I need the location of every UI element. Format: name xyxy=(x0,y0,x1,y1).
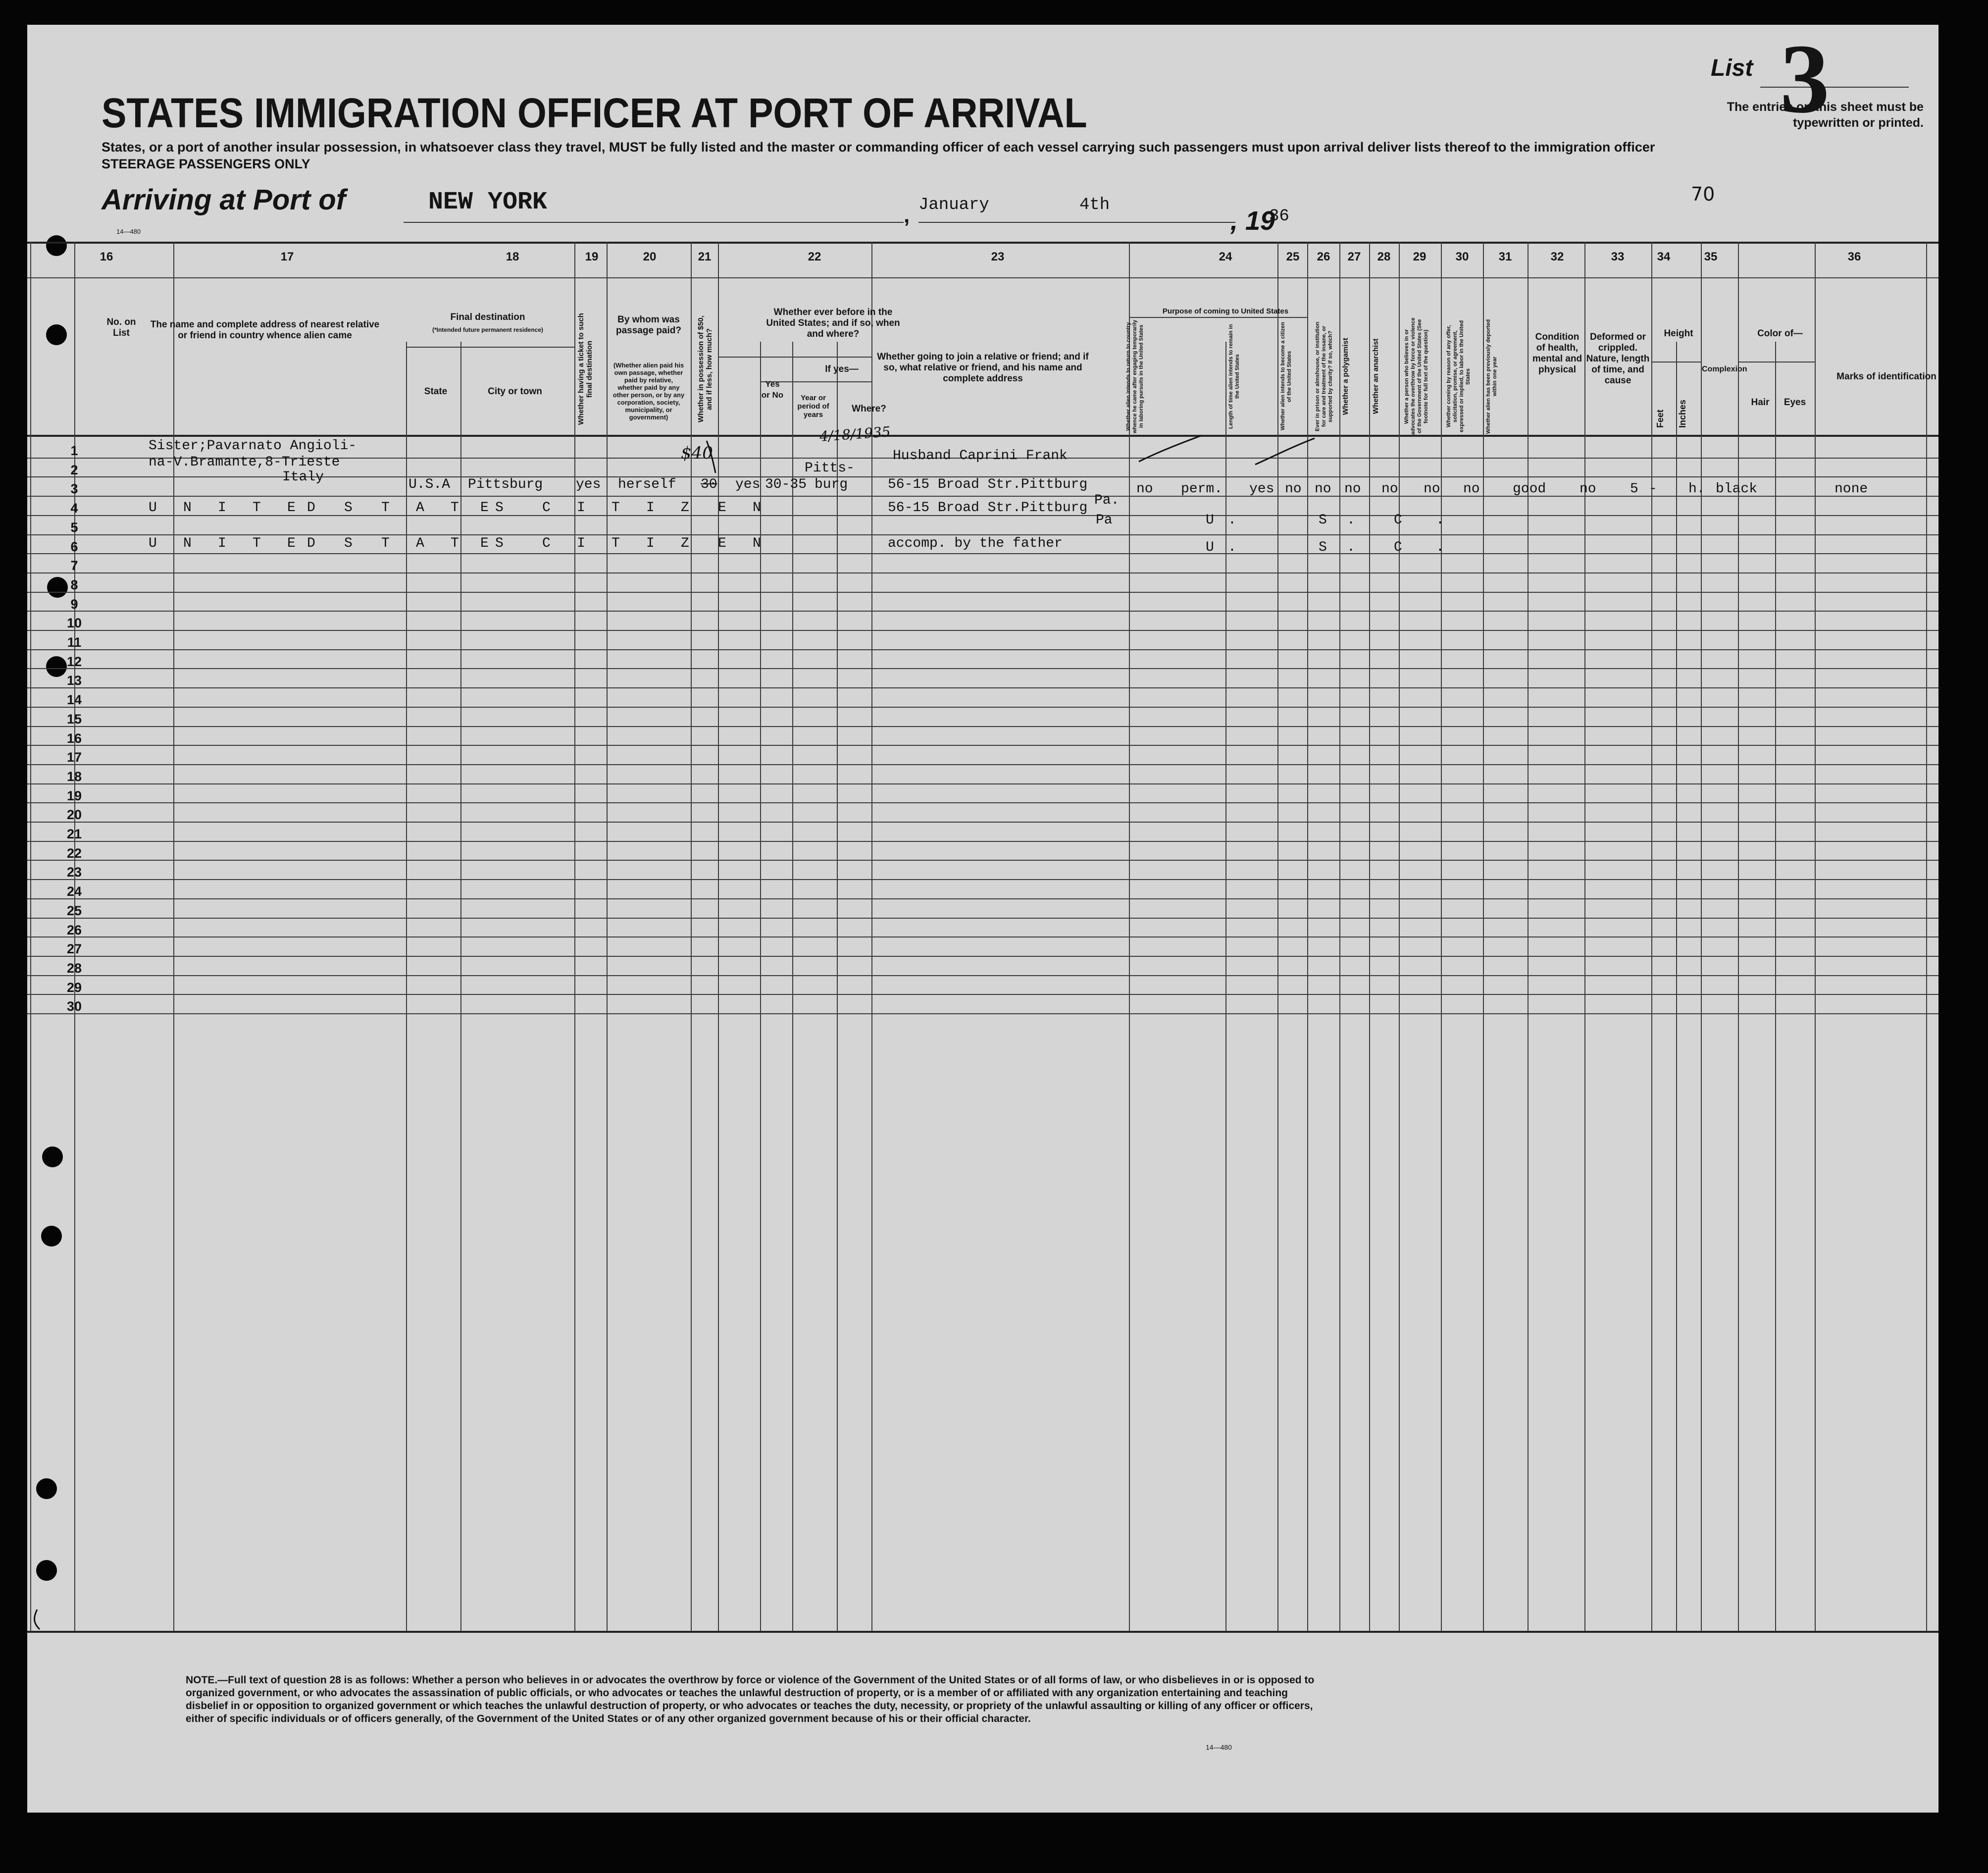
usc-code: C xyxy=(1394,540,1402,555)
usc-code: C xyxy=(1394,513,1402,528)
r1-length: perm. xyxy=(1181,481,1223,497)
col24-header: Purpose of coming to United States xyxy=(1162,307,1289,315)
column-number: 25 xyxy=(1286,250,1300,263)
column-number: 31 xyxy=(1498,250,1512,263)
r1-polygamist: no xyxy=(1315,481,1331,497)
citizen-letter: T xyxy=(451,500,459,516)
column-number: 32 xyxy=(1550,250,1564,263)
column-number: 17 xyxy=(280,250,294,263)
list-label: List xyxy=(1711,55,1753,81)
col20-header: By whom was passage paid? xyxy=(616,314,681,336)
col20-subheader: (Whether alien paid his own passage, whether paid by relative, whether paid by any other person, or by any corporation, society, municipality, or government) xyxy=(612,362,685,421)
citizen-letter: S xyxy=(495,536,504,551)
r2-join-line1: 56-15 Broad Str.Pittburg xyxy=(888,500,1088,516)
column-number: 29 xyxy=(1413,250,1427,263)
row-number: 17 xyxy=(66,750,82,765)
row-number: 25 xyxy=(66,903,82,918)
column-number: 26 xyxy=(1317,250,1330,263)
column-number: 34 xyxy=(1657,250,1671,263)
citizen-letter: E xyxy=(480,536,489,551)
col36-header: Marks of identification xyxy=(1836,371,1937,382)
col18-header: Final destination xyxy=(450,312,525,322)
row-number: 20 xyxy=(66,807,82,823)
arriving-label: Arriving at Port of xyxy=(102,184,346,216)
col33-header: Height xyxy=(1664,328,1693,339)
page-number: 70 xyxy=(1691,183,1715,205)
row-number: 24 xyxy=(66,884,82,899)
citizen-letter: N xyxy=(753,500,761,516)
row-number: 21 xyxy=(66,827,82,841)
row-number: 29 xyxy=(66,980,82,995)
handwritten-marks xyxy=(27,25,1938,1813)
row-number: 6 xyxy=(70,539,78,554)
col29-header: Whether coming by reason of any offer, solicitation, promise, or agreement, expressed or implied, to labor in the United States xyxy=(1446,320,1471,433)
row-number: 15 xyxy=(66,711,82,727)
r1-state: U.S.A xyxy=(408,477,451,492)
citizen-letter: S xyxy=(344,500,353,516)
citizen-letter: U xyxy=(149,500,157,516)
subtitle-line: States, or a port of another insular possession, in whatsoever class they travel, MUST be fully listed and the master or commanding officer of each vessel carrying such passengers must upon arrival deliver lists thereof to the immigration officer xyxy=(102,140,1655,155)
row-number: 3 xyxy=(70,481,78,497)
r1-marks: none xyxy=(1835,481,1868,497)
citizen-letter: I xyxy=(646,500,655,516)
citizen-letter: C xyxy=(542,500,551,516)
list-number: 3 xyxy=(1780,24,1830,134)
usc-code: U xyxy=(1206,540,1214,555)
r1-paid-by: herself xyxy=(618,477,676,492)
citizen-letter: U xyxy=(149,536,157,551)
row-number: 8 xyxy=(70,577,78,592)
r1-ticket: yes xyxy=(576,477,601,492)
r1-relative-line1: Sister;Pavarnato Angioli- xyxy=(149,438,357,454)
row-number: 4 xyxy=(70,501,78,516)
r1-join-line1: Husband Caprini Frank xyxy=(893,448,1068,464)
col34-header: Complexion xyxy=(1702,365,1747,373)
row-number: 9 xyxy=(70,596,78,612)
col26-header: Whether a polygamist xyxy=(1341,338,1350,415)
r1-money: 30 xyxy=(701,477,717,492)
r1-citizen: yes xyxy=(1249,481,1274,497)
row-number: 23 xyxy=(66,865,82,880)
citizen-letter: E xyxy=(287,500,296,516)
col35-header: Color of— xyxy=(1757,328,1803,339)
r3-join-line1: accomp. by the father xyxy=(888,536,1063,551)
usc-code: U xyxy=(1206,513,1214,528)
column-number: 18 xyxy=(506,250,519,263)
r2-join-line2: Pa xyxy=(1096,513,1113,528)
row-number: 1 xyxy=(70,443,78,458)
r1-feet: 5 xyxy=(1630,481,1638,497)
citizen-letter: Z xyxy=(681,500,689,516)
row-number: 26 xyxy=(66,922,82,937)
manifest-sheet: STATES IMMIGRATION OFFICER AT PORT OF ARRIVAL States, or a port of another insular possession, in whatsoever class they travel, MUST be fully listed and the master or commanding officer of each vessel carrying such passengers must upon arrival deliver lists thereof to the immigration officer STEERAGE PASSENGERS ONLY List 3 The entries on this sheet must be typewritten or printed. Arriving at Port of NEW YORK , January 4th , 19 36 70 14—480 16 17 18 19 20 21 22 23 24 25 26 27 28 29 30 31 32 33 34 35 36 No. on List The name and complete address of nearest relative or friend in country whence alien came Final destination (*Intended future permanent residence) State City or town Whether having a ticket to such final destination By whom was passage paid? (Whether alien paid his own passage, whether paid by relative, whether paid by any other person, or by any corporation, society, municipality, or government) Whether in possession of $50, and if less, how much? Whether ever before in the United States; and if so, when and where? If yes— Yes or No Year or period of years Where? Whether going to join a relative or friend; and if so, what relative or friend, and his name and complete address Purpose of coming to United States Whether alien intends to return to country whence he came after engaging temporarily in laboring pursuits in the United States Length of time alien intends to remain in the United States Whether alien intends to become a citizen of the United States Ever in prison or almshouse, or institution for care and treatment of the insane, or supported by charity? If so, which? Whether a polygamist Whether an anarchist Whether a person who believes in or advocates the overthrow by force or violence of the Government of the United States (See footnote for full text of the question) Whether coming by reason of any offer, solicitation, promise, or agreement, expressed or implied, to labor in the United States Whether alien has been previously deported within one year Condition of health, mental and physical Deformed or crippled. Nature, length of time, and cause Height Feet Inches Complexion Color of— Hair Eyes Marks of identification 1 2 3 4 5 6 7 8 9 10 11 12 13 14 15 16 17 18 19 20 21 22 23 24 25 26 27 28 29 30 Sister;Pavarnato Angioli- na-V.Bramante,8-Trieste Italy U.S.A Pittsburg yes herself 30 $40 yes 30-35 Pitts- burg 4/18/1935 Husband Caprini Frank 56-15 Broad Str.Pittburg Pa. no perm. yes no no no no no no good no 5 - h. black none U N I T E D S T A T E S C I T I Z E N 56-15 Broad Str.Pittburg Pa U . S . C . U N I T E D S T A T E S C I T I Z E N accomp. by the father U . S . C . NOTE.—Full text of question 28 is as follows: Whether a person who believes in or advocates the overthrow by force or violence of the Government of the United States or of all forms of law, or who disbelieves in or is opposed to organized government, or who advocates the assassination of public officials, or who advocates or teaches the unlawful destruction of property, or is a member of or affiliated with any organization entertaining and teaching disbelief in or opposition to organized government or which teaches the unlawful destruction of property, or who advocates or teaches the duty, necessity, or propriety of the unlawful assaulting or killing of any officer or officers, either of specific individuals or of officers generally, of the Government of the United States or of any other organized government because of his or their official character. 14—480 xyxy=(27,25,1938,1813)
col18-subheader: (*Intended future permanent residence) xyxy=(432,326,544,333)
form-code: 14—480 xyxy=(116,228,141,235)
citizen-letter: E xyxy=(718,536,726,551)
citizen-letter: T xyxy=(612,536,620,551)
row-number: 14 xyxy=(66,692,82,708)
footnote: NOTE.—Full text of question 28 is as follows: Whether a person who believes in or advocates the overthrow by force or violence of the Government of the United States or of all forms of law, or who disbelieves in or is opposed to organized government, or who advocates the assassination of public officials, or who advocates or teaches the unlawful destruction of property, or is a member of or affiliated with any organization entertaining and teaching disbelief in or opposition to organized government or which teaches the unlawful destruction of property, or who advocates or teaches the duty, necessity, or propriety of the unlawful assaulting or killing of any officer or officers, either of specific individuals or of officers generally, of the Government of the United States or of any other organized government because of his or their official character. xyxy=(186,1674,1315,1724)
col23-header: Whether going to join a relative or friend; and if so, what relative or friend, and his name and complete address xyxy=(877,352,1089,384)
r1-relative-line2: na-V.Bramante,8-Trieste xyxy=(149,455,340,470)
footnote-code: 14—480 xyxy=(1206,1743,1232,1751)
citizen-letter: S xyxy=(344,536,353,551)
citizen-letter: Z xyxy=(681,536,689,551)
citizen-letter: A xyxy=(416,500,424,516)
col16-header: No. on List xyxy=(106,317,136,338)
citizen-letter: D xyxy=(307,536,315,551)
citizen-letter: T xyxy=(253,536,261,551)
citizen-letter: T xyxy=(381,500,390,516)
citizen-letter: E xyxy=(287,536,296,551)
citizen-letter: T xyxy=(451,536,459,551)
col18-city: City or town xyxy=(488,386,542,397)
r1-inches: - xyxy=(1649,481,1657,497)
col24b-header: Length of time alien intends to remain in the United States xyxy=(1228,324,1240,429)
column-number: 33 xyxy=(1611,250,1625,263)
year-prefix: , 19 xyxy=(1230,206,1275,236)
usc-code: . xyxy=(1228,513,1236,528)
row-number: 27 xyxy=(66,941,82,957)
r1-before-where2: burg xyxy=(815,477,848,492)
column-number: 16 xyxy=(100,250,113,263)
row-number: 13 xyxy=(66,673,82,688)
column-number: 20 xyxy=(643,250,657,263)
col28-header: Whether a person who believes in or advocates the overthrow by force or violence of the Government of the United States (See footnote for full text of the question) xyxy=(1404,317,1429,435)
citizen-letter: N xyxy=(183,500,192,516)
row-number: 10 xyxy=(66,616,82,631)
r1-hair: black xyxy=(1716,481,1758,497)
usc-code: . xyxy=(1228,540,1236,555)
col35-eyes: Eyes xyxy=(1784,397,1806,408)
r1-overthrow: no xyxy=(1381,481,1398,497)
row-number: 28 xyxy=(66,960,82,976)
row-number: 30 xyxy=(66,999,82,1014)
date-month: January xyxy=(918,196,989,214)
r1-complexion: h. xyxy=(1688,481,1705,497)
r1-offer: no xyxy=(1424,481,1440,497)
usc-code: . xyxy=(1347,540,1355,555)
citizen-letter: D xyxy=(307,500,315,516)
column-number: 28 xyxy=(1377,250,1391,263)
usc-code: S xyxy=(1319,513,1327,528)
column-number: 24 xyxy=(1219,250,1232,263)
usc-code: . xyxy=(1436,513,1444,528)
col22-header: Whether ever before in the United States; and if so, when and where? xyxy=(766,307,900,339)
r1-before-yes: yes xyxy=(735,477,761,492)
row-number: 2 xyxy=(70,462,78,477)
col27-header: Whether an anarchist xyxy=(1372,338,1380,415)
entries-note: The entries on this sheet must be typewritten or printed. xyxy=(1727,100,1924,130)
row-number: 16 xyxy=(66,730,82,746)
row-number: 7 xyxy=(70,558,78,573)
row-number: 5 xyxy=(70,520,78,535)
r1-prison: no xyxy=(1285,481,1302,497)
r1-before-handwritten: 4/18/1935 xyxy=(819,423,891,445)
r1-anarchist: no xyxy=(1344,481,1361,497)
r1-health: good xyxy=(1513,481,1546,497)
citizen-letter: I xyxy=(218,500,226,516)
form-title: STATES IMMIGRATION OFFICER AT PORT OF ARRIVAL xyxy=(102,90,1087,136)
citizen-letter: E xyxy=(480,500,489,516)
r1-city: Pittsburg xyxy=(468,477,543,492)
col31-header: Condition of health, mental and physical xyxy=(1532,332,1582,375)
citizen-letter: N xyxy=(753,536,761,551)
r1-relative-line3: Italy xyxy=(282,469,324,485)
row-number: 19 xyxy=(66,788,82,803)
col24a-header: Whether alien intends to return to country whence he came after engaging temporarily in laboring pursuits in the United States xyxy=(1125,319,1144,433)
col33-feet: Feet xyxy=(1655,409,1665,428)
col17-header: The name and complete address of nearest relative or friend in country whence alien came xyxy=(150,319,380,341)
row-number: 18 xyxy=(66,769,82,784)
col24c-header: Whether alien intends to become a citizen of the United States xyxy=(1280,322,1292,431)
row-number: 22 xyxy=(66,845,82,861)
citizen-letter: I xyxy=(577,536,585,551)
r1-before-years: 30-35 xyxy=(765,477,807,492)
citizen-letter: I xyxy=(218,536,226,551)
col21-header: Whether in possession of $50, and if less, how much? xyxy=(697,315,714,422)
column-number: 19 xyxy=(585,250,599,263)
r1-join-line3: Pa. xyxy=(1094,493,1120,508)
r1-before-where1: Pitts- xyxy=(805,461,855,476)
col22-yesno: Yes or No xyxy=(761,379,784,400)
col33-inches: Inches xyxy=(1678,399,1687,428)
citizen-letter: E xyxy=(718,500,726,516)
column-number: 23 xyxy=(991,250,1005,263)
usc-code: . xyxy=(1347,513,1355,528)
usc-code: S xyxy=(1319,540,1327,555)
citizen-letter: T xyxy=(381,536,390,551)
column-number: 22 xyxy=(808,250,821,263)
col22-year: Year or period of years xyxy=(797,394,829,419)
citizen-letter: C xyxy=(542,536,551,551)
year-suffix: 36 xyxy=(1269,207,1289,226)
r1-join-line2: 56-15 Broad Str.Pittburg xyxy=(888,477,1088,492)
column-number: 35 xyxy=(1704,250,1718,263)
r1-money-handwritten: $40 xyxy=(681,443,713,463)
row-number: 12 xyxy=(66,654,82,669)
column-number: 30 xyxy=(1455,250,1469,263)
citizen-letter: A xyxy=(416,536,424,551)
col22-where: Where? xyxy=(852,404,886,414)
citizen-letter: N xyxy=(183,536,192,551)
port-value: NEW YORK xyxy=(428,188,548,216)
column-number: 21 xyxy=(698,250,712,263)
usc-code: . xyxy=(1436,540,1444,555)
col22-ifyes: If yes— xyxy=(825,364,859,374)
steerage-label: STEERAGE PASSENGERS ONLY xyxy=(102,156,310,171)
col18-state: State xyxy=(424,386,448,397)
row-number: 11 xyxy=(67,635,82,650)
date-day: 4th xyxy=(1079,196,1110,214)
citizen-letter: I xyxy=(577,500,585,516)
col32-header: Deformed or crippled. Nature, length of time, and cause xyxy=(1586,332,1650,386)
citizen-letter: I xyxy=(646,536,655,551)
col35-hair: Hair xyxy=(1751,397,1770,408)
citizen-letter: S xyxy=(495,500,504,516)
r1-deported: no xyxy=(1463,481,1480,497)
col30-header: Whether alien has been previously deported within one year xyxy=(1485,319,1498,434)
citizen-letter: T xyxy=(612,500,620,516)
citizen-letter: T xyxy=(253,500,261,516)
col25-header: Ever in prison or almshouse, or institution for care and treatment of the insane, or supported by charity? If so, which? xyxy=(1315,321,1333,431)
column-number: 27 xyxy=(1347,250,1361,263)
r1-return: no xyxy=(1136,481,1153,497)
column-number: 36 xyxy=(1847,250,1861,263)
col19-header: Whether having a ticket to such final destination xyxy=(577,313,594,425)
r1-deformed: no xyxy=(1580,481,1596,497)
